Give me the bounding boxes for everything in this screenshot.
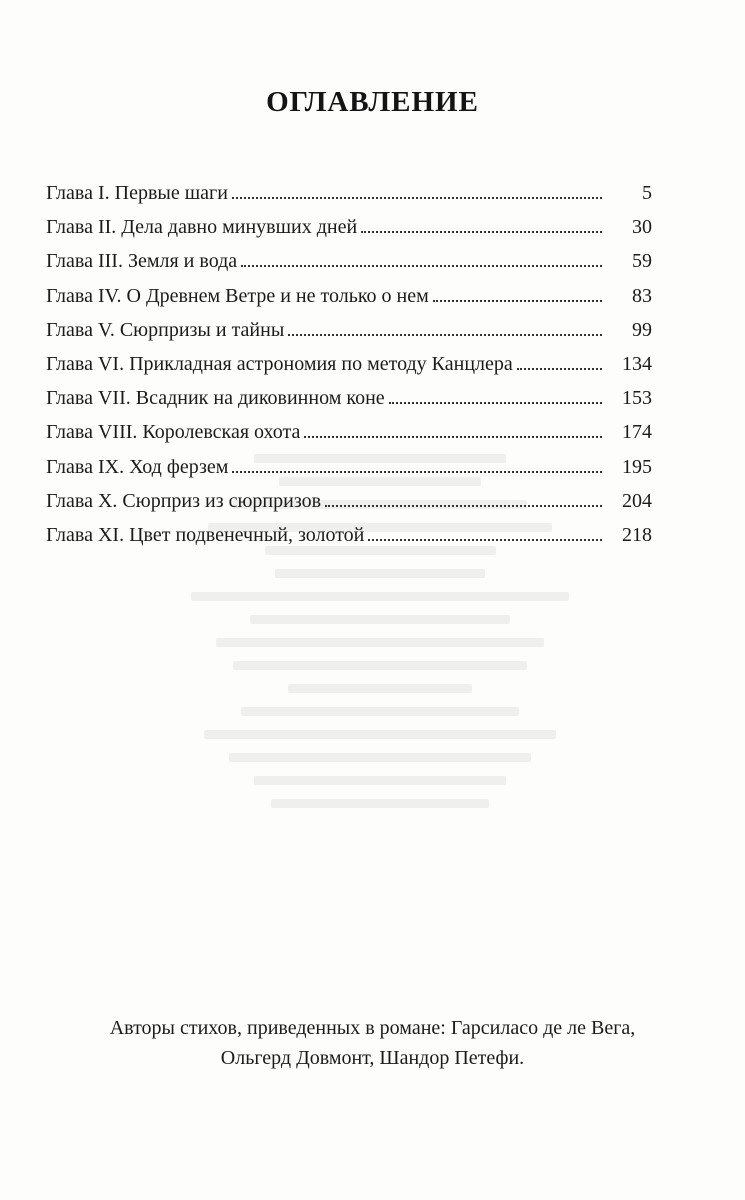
- toc-entry-title: Глава III. Земля и вода: [46, 250, 238, 273]
- toc-entry-title: Глава IX. Ход ферзем: [46, 455, 229, 478]
- toc-entry: [46, 347, 652, 381]
- toc-entry-title: Глава VII. Всадник на диковинном коне: [46, 387, 385, 410]
- table-of-contents: [46, 176, 652, 552]
- toc-entry-page: 204: [622, 489, 652, 512]
- toc-entry-page: 99: [632, 318, 652, 341]
- dot-leader: [304, 436, 602, 438]
- toc-entry-title: Глава IV. О Древнем Ветре и не только о нем: [46, 284, 429, 307]
- toc-entry: [46, 313, 652, 347]
- toc-entry-title: Глава II. Дела давно минувших дней: [46, 216, 358, 239]
- dot-leader: [232, 471, 602, 473]
- dot-leader: [361, 231, 602, 233]
- toc-entry: [46, 244, 652, 278]
- toc-entry-page: 153: [622, 387, 652, 410]
- toc-entry-title: Глава VI. Прикладная астрономия по методу Канцлера: [46, 352, 513, 375]
- toc-entry: [46, 518, 652, 552]
- dot-leader: [232, 197, 602, 199]
- toc-entry-page: 195: [622, 455, 652, 478]
- toc-entry: [46, 279, 652, 313]
- toc-entry: [46, 210, 652, 244]
- dot-leader: [288, 334, 602, 336]
- poem-authors-note: [0, 1013, 745, 1073]
- dot-leader: [433, 300, 602, 302]
- toc-entry-title: Глава V. Сюрпризы и тайны: [46, 318, 285, 341]
- toc-entry-page: 174: [622, 421, 652, 444]
- toc-entry-page: 218: [622, 523, 652, 546]
- dot-leader: [368, 539, 602, 541]
- toc-entry-page: 5: [642, 182, 652, 204]
- dot-leader: [325, 505, 602, 507]
- dot-leader: [241, 265, 602, 267]
- toc-entry: [46, 450, 652, 484]
- toc-entry: [46, 381, 652, 415]
- dot-leader: [389, 402, 602, 404]
- poem-authors-line-1: Авторы стихов, приведенных в романе: Гарсиласо де ле Вега,: [109, 1017, 636, 1039]
- toc-entry-page: 30: [632, 216, 652, 239]
- toc-entry: [46, 176, 652, 210]
- toc-entry-page: 134: [622, 352, 652, 375]
- toc-entry: [46, 484, 652, 518]
- toc-entry-title: Глава VIII. Королевская охота: [46, 421, 301, 444]
- toc-entry-title: Глава X. Сюрприз из сюрпризов: [46, 489, 322, 512]
- dot-leader: [517, 368, 602, 370]
- toc-entry-page: 59: [632, 250, 652, 273]
- toc-entry: [46, 415, 652, 449]
- toc-entry-title: Глава XI. Цвет подвенечный, золотой: [46, 523, 365, 546]
- poem-authors-line-2: Ольгерд Довмонт, Шандор Петефи.: [220, 1047, 525, 1069]
- toc-entry-title: Глава I. Первые шаги: [46, 182, 228, 204]
- page-title: ОГЛАВЛЕНИЕ: [266, 86, 479, 118]
- toc-entry-page: 83: [632, 284, 652, 307]
